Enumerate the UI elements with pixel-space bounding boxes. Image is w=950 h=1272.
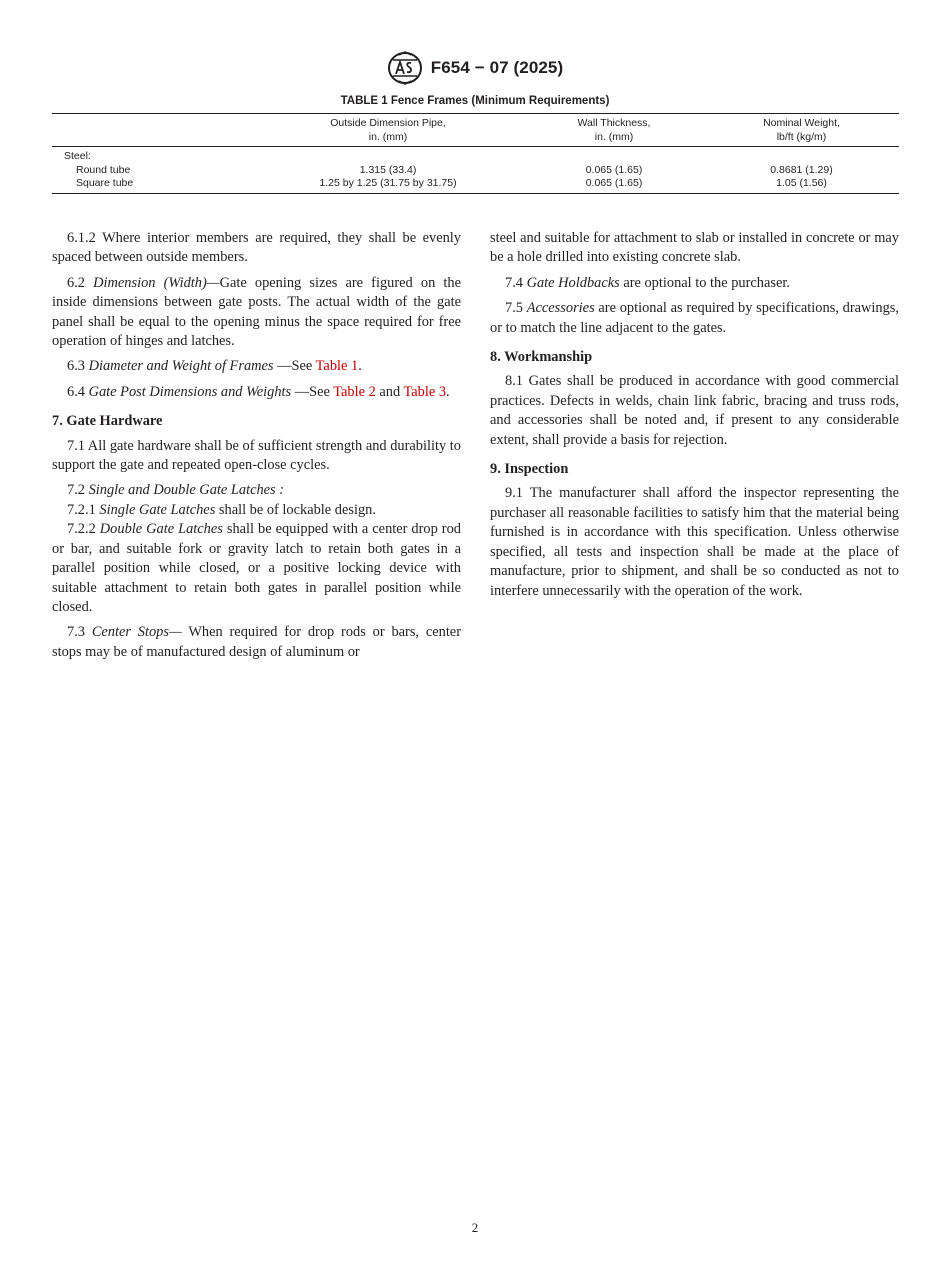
page-number: 2: [471, 1220, 479, 1235]
section-9-heading: 9. Inspection: [490, 461, 569, 478]
paragraph-8-1: 8.1 Gates shall be produced in accordance with good commercial practices. Defects in welds, chain link fabric, bracing and truss rods, and accessories shall be noted and, if present to any considerable extent, shall provide a basis for rejection.: [490, 373, 899, 448]
paragraph-text: shall be of lockable design.: [215, 501, 376, 518]
paragraph-7-3-continued: steel and suitable for attachment to slab or installed in concrete or may be a hole drilled into existing concrete slab.: [490, 230, 899, 266]
paragraph-7-1: 7.1 All gate hardware shall be of sufficient strength and durability to support the gate and repeated open-close cycles.: [52, 437, 461, 474]
paragraph-6-3: [52, 357, 461, 376]
section-number: 7.3: [67, 624, 92, 641]
row-label: Round tube: [76, 163, 131, 176]
section-term: Double Gate Latches: [99, 521, 223, 538]
section-number: 6.2: [67, 274, 94, 291]
paragraph-6-2: [52, 274, 461, 352]
paragraph-7-2-2: [52, 520, 461, 617]
paragraph-text: —See: [291, 383, 334, 400]
header-line: Nominal Weight,: [763, 117, 840, 129]
paragraph-text: .: [446, 383, 450, 400]
group-label: Steel:: [64, 150, 91, 162]
paragraph-6-4: [52, 383, 461, 402]
paragraph-7-2-1: [52, 501, 461, 520]
section-number: 6.4: [67, 383, 89, 400]
table-cell: 0.065 (1.65): [585, 177, 643, 189]
header-line: lb/ft (kg/m): [776, 130, 827, 143]
row-label: Square tube: [76, 177, 134, 189]
section-term: Gate Holdbacks: [526, 274, 620, 291]
table-cell: 0.8681 (1.29): [770, 163, 833, 176]
section-7-heading: 7. Gate Hardware: [52, 413, 163, 430]
section-term: Accessories: [526, 300, 595, 317]
section-term: Gate Post Dimensions and Weights: [88, 383, 292, 400]
astm-logo-icon: [387, 51, 423, 85]
section-term: Single and Double Gate Latches :: [88, 482, 285, 499]
table-header-row: [52, 114, 899, 147]
section-number: 7.2.2: [67, 521, 100, 538]
section-number: 7.4: [505, 274, 527, 291]
right-column: [490, 229, 899, 607]
table-header-cell: [252, 114, 524, 147]
table-cell: 1.05 (1.56): [776, 177, 827, 189]
paragraph-text: Gate opening sizes are figured on the inside dimensions between gate posts. The actual width of the gate panel shall be equal to the opening minus the space required for free operation of hinges and latches.: [52, 274, 461, 350]
table-header-cell: [52, 114, 252, 147]
table-cell: 1.315 (33.4): [359, 163, 417, 176]
paragraph-text: are optional as required by specifications, drawings, or to match the line adjacent to the gates.: [490, 300, 899, 336]
section-term: Diameter and Weight of Frames: [88, 358, 274, 375]
paragraph-text: shall be equipped with a center drop rod or bar, and suitable fork or gravity latch to retain both gates in a parallel position while closed, or a positive locking device with suitable attachment to retain both gates in parallel position while closed.: [52, 521, 461, 615]
paragraph-text: .: [358, 358, 362, 375]
table-cell: [524, 147, 704, 164]
table-2-link[interactable]: Table 2: [333, 383, 376, 400]
paragraph-7-5: [490, 299, 899, 338]
section-term: Dimension (Width)—: [93, 274, 220, 291]
page-header: [0, 50, 950, 86]
table-header-cell: [704, 114, 899, 147]
header-line: in. (mm): [368, 130, 408, 143]
section-term: Center Stops—: [91, 624, 182, 641]
document-designation: F654 − 07 (2025): [430, 58, 564, 77]
section-number: 7.2.1: [67, 501, 100, 518]
paragraph-7-4: [490, 274, 899, 293]
table-cell: 0.065 (1.65): [585, 163, 643, 176]
paragraph-9-1: 9.1 The manufacturer shall afford the inspector representing the purchaser all reasonable facilities to satisfy him that the material being furnished is in accordance with this specification. Unless otherwise specified, all tests and inspection shall be made at the place of manufacture, prior to shipment, and shall be so conducted as not to interfere unnecessarily with the operation of the work.: [490, 485, 899, 599]
table-1-link[interactable]: Table 1: [315, 358, 359, 375]
table-row: [52, 147, 899, 164]
table-cell: 1.25 by 1.25 (31.75 by 31.75): [319, 177, 457, 189]
section-number: 7.5: [505, 300, 527, 317]
paragraph-text: —See: [273, 358, 316, 375]
fence-frames-table: [52, 113, 899, 194]
section-term: Single Gate Latches: [99, 501, 216, 518]
left-column: [52, 229, 461, 668]
section-8-heading: 8. Workmanship: [490, 349, 593, 366]
paragraph-text: are optional to the purchaser.: [619, 274, 790, 291]
header-line: in. (mm): [594, 130, 634, 143]
table-header-cell: [524, 114, 704, 147]
table-cell: [704, 147, 899, 164]
paragraph-6-1-2: 6.1.2 Where interior members are required, they shall be evenly spaced between outside members.: [52, 230, 461, 266]
table-row: [52, 164, 899, 178]
header-line: Wall Thickness,: [577, 117, 651, 129]
table-1-title: TABLE 1 Fence Frames (Minimum Requirements): [340, 95, 610, 107]
paragraph-text: When required for drop rods or bars, center stops may be of manufactured design of aluminum or: [52, 624, 461, 660]
paragraph-text: and: [375, 383, 404, 400]
table-3-link[interactable]: Table 3: [403, 383, 447, 400]
header-line: Outside Dimension Pipe,: [330, 117, 446, 129]
table-cell: [252, 147, 524, 164]
paragraph-7-2: [52, 481, 461, 500]
section-number: 7.2: [67, 482, 89, 499]
table-row: [52, 177, 899, 193]
paragraph-7-3: [52, 623, 461, 662]
section-number: 6.3: [67, 358, 89, 375]
